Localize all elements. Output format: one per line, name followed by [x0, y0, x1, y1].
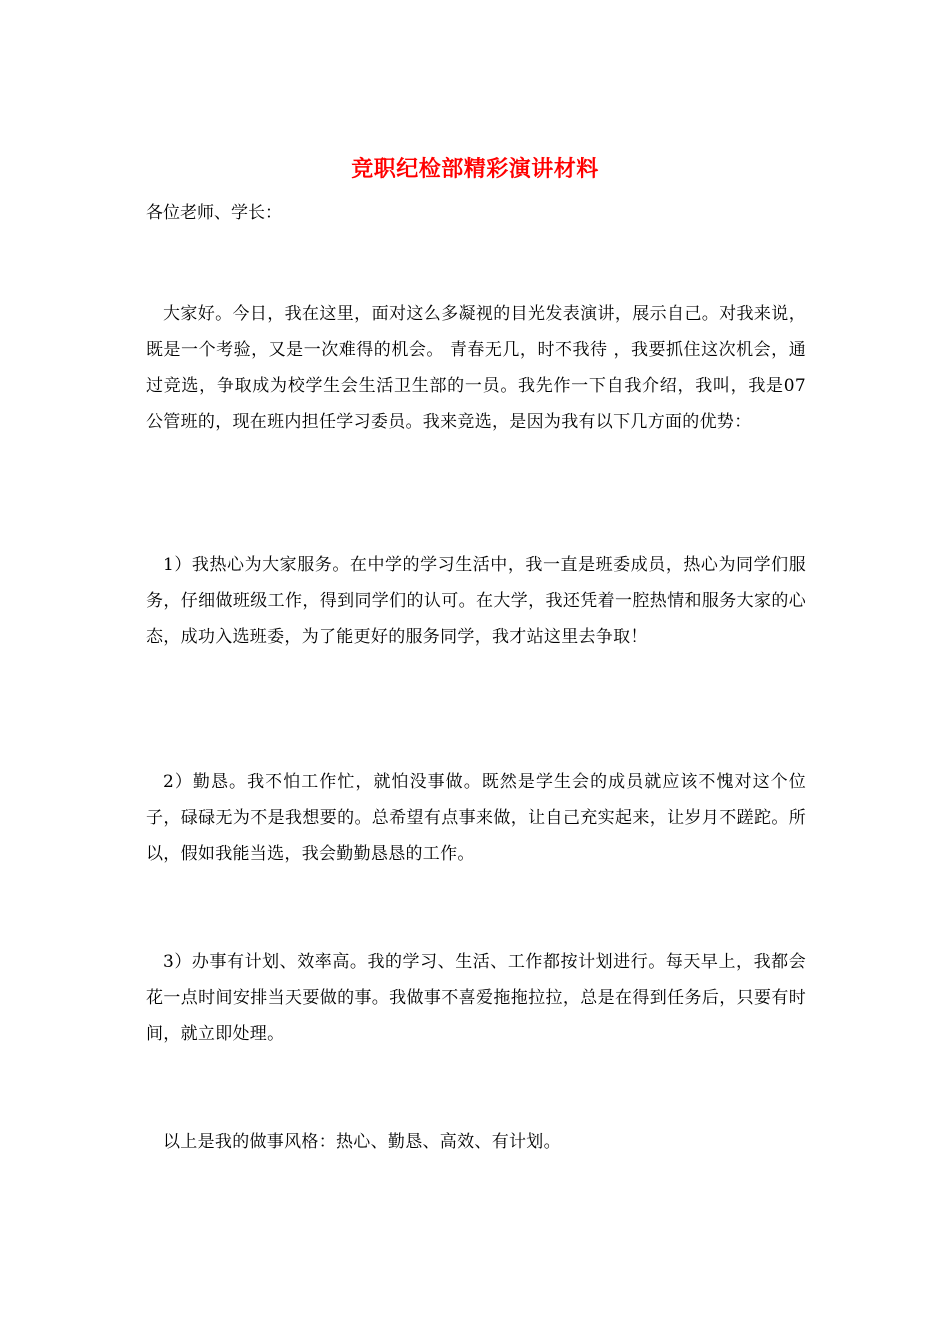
paragraph-point-3: 3）办事有计划、效率高。我的学习、生活、工作都按计划进行。每天早上，我都会花一点时间安排当天要做的事。我做事不喜爱拖拖拉拉，总是在得到任务后，只要有时间，就立即处理。 [146, 952, 806, 1044]
document-title: 竞职纪检部精彩演讲材料 [351, 156, 599, 182]
salutation: 各位老师、学长： [146, 203, 282, 223]
paragraph-point-2: 2）勤恳。我不怕工作忙，就怕没事做。既然是学生会的成员就应该不愧对这个位子，碌碌无为不是我想要的。总希望有点事来做，让自己充实起来，让岁月不蹉跎。所以，假如我能当选，我会勤勤恳恳的工作。 [146, 772, 806, 864]
paragraph-point-1: 1）我热心为大家服务。在中学的学习生活中，我一直是班委成员，热心为同学们服务，仔细做班级工作，得到同学们的认可。在大学，我还凭着一腔热情和服务大家的心态，成功入选班委，为了能更好的服务同学，我才站这里去争取！ [146, 555, 806, 647]
paragraph-summary: 以上是我的做事风格：热心、勤恳、高效、有计划。 [163, 1132, 561, 1152]
paragraph-intro: 大家好。今日，我在这里，面对这么多凝视的目光发表演讲，展示自己。对我来说，既是一个考验，又是一次难得的机会。 青春无几，时不我待 ，我要抓住这次机会，通过竞选，争取成为校学生会生活卫生部的一员。我先作一下自我介绍，我叫，我是07公管班的，现在班内担任学习委员。我来竞选，是因为我有以下几方面的优势： [146, 304, 806, 432]
